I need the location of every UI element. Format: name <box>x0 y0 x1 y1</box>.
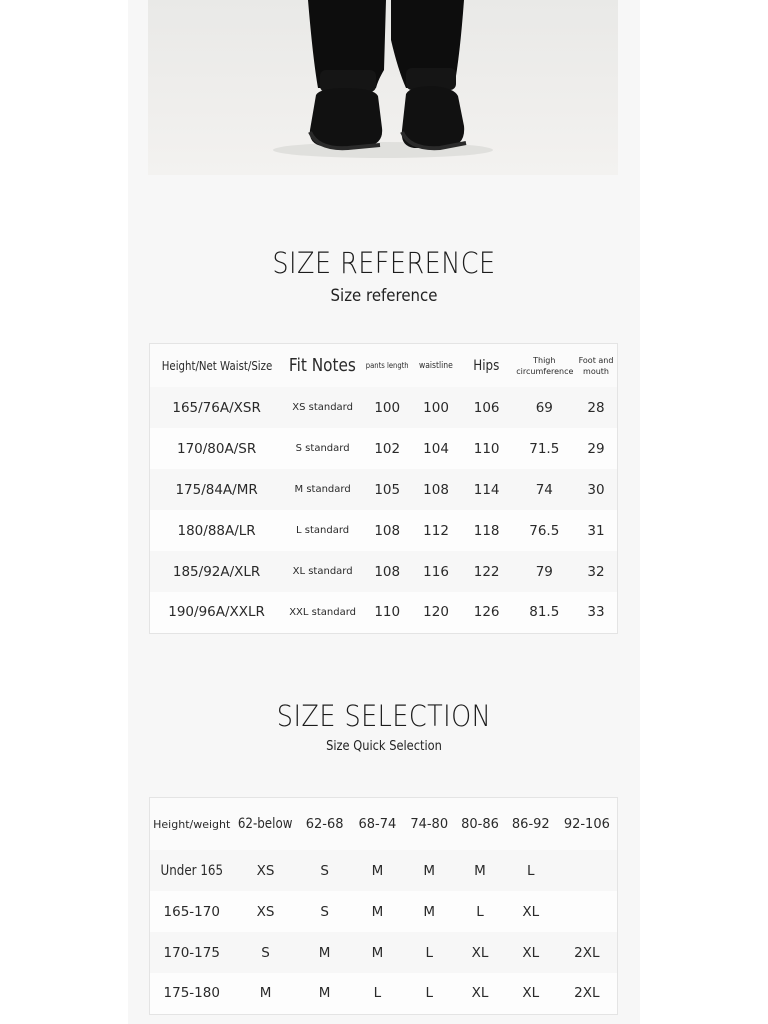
table-row <box>150 592 618 633</box>
table-row <box>150 469 618 510</box>
hips-cell: 126 <box>473 604 500 621</box>
size-cell: S <box>320 862 329 879</box>
waistline-cell: 116 <box>423 563 449 580</box>
hips-cell: 122 <box>473 563 500 580</box>
pants-length-cell: 100 <box>374 399 401 416</box>
pants-length-cell: 108 <box>374 563 401 580</box>
size-cell: M <box>474 862 486 879</box>
column-header: 68-74 <box>358 816 397 832</box>
size-cell: XL <box>522 985 540 1002</box>
size-reference-subtitle: Size reference <box>330 286 438 306</box>
hips-cell: 106 <box>473 399 500 416</box>
size-reference-table <box>149 343 618 634</box>
column-header: Foot and mouth <box>578 355 614 376</box>
table-row <box>150 973 618 1014</box>
column-header: Thigh circumference <box>516 355 574 376</box>
size-cell: M <box>371 903 384 920</box>
waistline-cell: 104 <box>423 440 449 457</box>
size-cell: 2XL <box>574 944 600 961</box>
waistline-cell: 112 <box>423 522 449 539</box>
foot-mouth-cell: 29 <box>587 440 605 457</box>
height-range-cell: Under 165 <box>160 862 223 879</box>
column-header: 92-106 <box>563 816 610 832</box>
size-cell: L <box>425 985 433 1002</box>
thigh-cell: 69 <box>535 399 553 416</box>
table-row <box>150 387 618 428</box>
fit-note-cell: XL standard <box>292 566 353 577</box>
size-selection-subtitle: Size Quick Selection <box>326 739 442 754</box>
model-legs-illustration <box>148 0 618 175</box>
foot-mouth-cell: 32 <box>587 563 605 580</box>
pants-length-cell: 105 <box>374 481 401 498</box>
size-selection-table <box>149 797 618 1015</box>
hips-cell: 114 <box>473 481 500 498</box>
height-range-cell: 165-170 <box>163 903 220 920</box>
waistline-cell: 108 <box>423 481 449 498</box>
column-header: 86-92 <box>511 816 550 832</box>
pants-length-cell: 108 <box>374 522 401 539</box>
thigh-cell: 79 <box>535 563 553 580</box>
size-cell: XL <box>522 944 540 961</box>
table-row <box>150 891 618 932</box>
fit-note-cell: S standard <box>295 443 350 454</box>
height-range-cell: 170-175 <box>163 944 220 961</box>
table-header-row <box>150 798 618 851</box>
size-cell: XS <box>256 862 275 879</box>
size-cell <box>557 891 618 932</box>
size-cell: L <box>527 862 535 879</box>
table-row <box>150 850 618 891</box>
size-cell: XL <box>522 903 540 920</box>
column-header: 74-80 <box>410 816 449 832</box>
size-code-cell: 190/96A/XXLR <box>168 604 265 621</box>
waistline-cell: 100 <box>423 399 449 416</box>
foot-mouth-cell: 31 <box>587 522 605 539</box>
thigh-cell: 74 <box>535 481 553 498</box>
size-cell: M <box>318 985 331 1002</box>
table-header-row <box>150 344 618 388</box>
table-row <box>150 932 618 973</box>
table-row <box>150 551 618 592</box>
column-header: Height/weight <box>153 817 231 831</box>
fit-note-cell: L standard <box>296 525 350 536</box>
size-code-cell: 175/84A/MR <box>175 481 258 498</box>
size-cell: M <box>318 944 331 961</box>
size-cell: L <box>425 944 433 961</box>
size-cell: M <box>423 862 436 879</box>
column-header: 62-below <box>238 816 293 832</box>
column-header: Height/Net Waist/Size <box>161 358 272 373</box>
size-cell: S <box>320 903 329 920</box>
fit-note-cell: XXL standard <box>289 606 357 618</box>
column-header: waistline <box>419 360 453 371</box>
column-header: pants length <box>365 361 409 370</box>
pants-length-cell: 102 <box>374 440 401 457</box>
size-code-cell: 165/76A/XSR <box>172 399 261 416</box>
size-cell: L <box>476 903 484 920</box>
table-row <box>150 510 618 551</box>
size-cell: XS <box>256 903 275 920</box>
foot-mouth-cell: 30 <box>587 481 605 498</box>
size-cell: M <box>371 862 384 879</box>
size-cell: S <box>261 944 270 961</box>
height-range-cell: 175-180 <box>163 985 220 1002</box>
hips-cell: 118 <box>473 522 500 539</box>
size-code-cell: 170/80A/SR <box>176 440 257 457</box>
size-cell: XL <box>471 944 489 961</box>
product-photo <box>148 0 618 175</box>
size-code-cell: 180/88A/LR <box>177 522 256 539</box>
thigh-cell: 76.5 <box>529 522 560 539</box>
table-row <box>150 428 618 469</box>
fit-note-cell: M standard <box>294 484 351 495</box>
hips-cell: 110 <box>473 440 500 457</box>
size-cell: M <box>423 903 436 920</box>
size-cell: 2XL <box>574 985 600 1002</box>
size-cell: XL <box>471 985 489 1002</box>
size-selection-title: SIZE SELECTION <box>276 699 492 733</box>
size-reference-title: SIZE REFERENCE <box>272 246 496 280</box>
foot-mouth-cell: 28 <box>587 399 605 416</box>
pants-length-cell: 110 <box>374 604 401 621</box>
thigh-cell: 81.5 <box>529 604 560 621</box>
thigh-cell: 71.5 <box>529 440 560 457</box>
size-code-cell: 185/92A/XLR <box>172 563 261 580</box>
column-header: Fit Notes <box>289 355 357 376</box>
size-cell: M <box>371 944 384 961</box>
size-cell: M <box>259 985 272 1002</box>
column-header: 80-86 <box>461 816 499 832</box>
column-header: 62-68 <box>305 816 344 832</box>
foot-mouth-cell: 33 <box>587 604 605 621</box>
waistline-cell: 120 <box>423 604 449 621</box>
column-header: Hips <box>473 357 500 374</box>
size-cell: L <box>373 985 382 1002</box>
fit-note-cell: XS standard <box>292 402 353 413</box>
size-cell <box>557 850 618 891</box>
